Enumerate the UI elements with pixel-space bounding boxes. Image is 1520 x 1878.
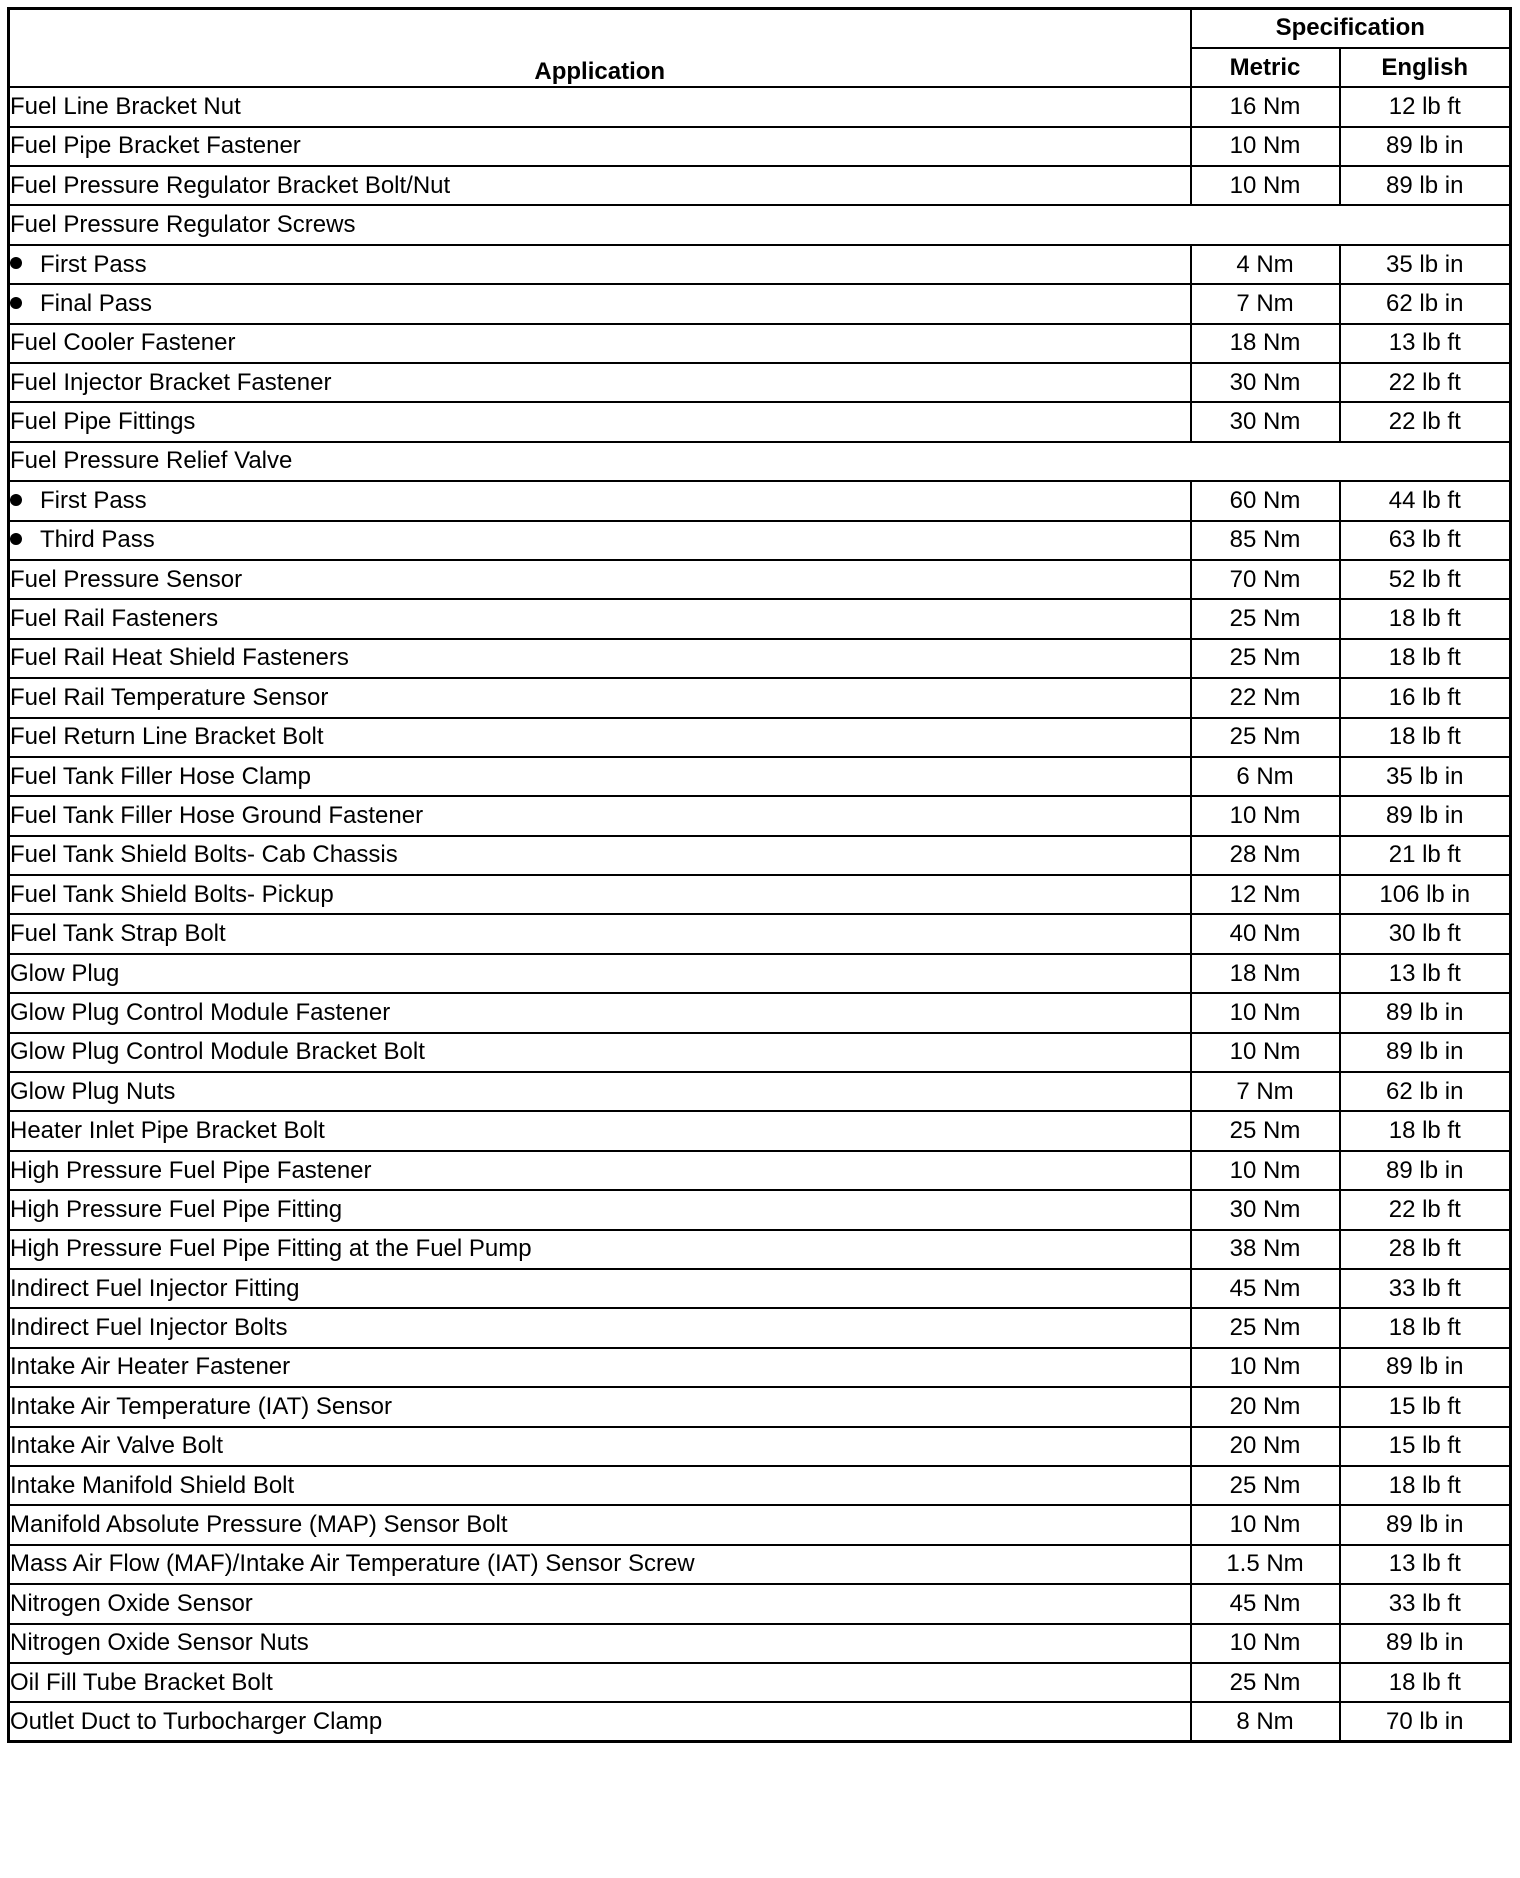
application-label: Fuel Tank Strap Bolt <box>10 920 226 948</box>
application-cell <box>9 1033 1191 1072</box>
application-cell <box>9 954 1191 993</box>
application-cell <box>9 796 1191 835</box>
english-value: 89 lb in <box>1340 1505 1511 1544</box>
metric-value: 25 Nm <box>1191 639 1340 678</box>
application-cell <box>9 1545 1191 1584</box>
application-cell <box>9 1151 1191 1190</box>
metric-value: 16 Nm <box>1191 87 1340 126</box>
table-row <box>9 1466 1511 1505</box>
metric-value: 25 Nm <box>1191 1111 1340 1150</box>
english-value: 35 lb in <box>1340 757 1511 796</box>
table-row <box>9 993 1511 1032</box>
table-row <box>9 757 1511 796</box>
table-row <box>9 796 1511 835</box>
english-value: 15 lb ft <box>1340 1387 1511 1426</box>
english-value: 89 lb in <box>1340 796 1511 835</box>
english-value: 33 lb ft <box>1340 1269 1511 1308</box>
bullet-icon <box>10 297 22 309</box>
application-label: Intake Air Temperature (IAT) Sensor <box>10 1392 392 1420</box>
application-label: Fuel Pipe Bracket Fastener <box>10 132 301 160</box>
application-label: Fuel Cooler Fastener <box>10 329 236 357</box>
table-row <box>9 718 1511 757</box>
table-row <box>9 245 1511 284</box>
metric-value: 30 Nm <box>1191 363 1340 402</box>
torque-spec-table <box>7 7 1512 1743</box>
application-cell <box>9 1072 1191 1111</box>
english-value: 89 lb in <box>1340 1033 1511 1072</box>
application-label: Fuel Pressure Regulator Bracket Bolt/Nut <box>10 171 451 199</box>
english-value: 13 lb ft <box>1340 954 1511 993</box>
english-value: 62 lb in <box>1340 1072 1511 1111</box>
table-row <box>9 1663 1511 1702</box>
application-cell <box>9 993 1191 1032</box>
english-value: 28 lb ft <box>1340 1230 1511 1269</box>
application-label: Intake Manifold Shield Bolt <box>10 1471 295 1499</box>
application-cell <box>9 1308 1191 1347</box>
metric-value: 20 Nm <box>1191 1427 1340 1466</box>
metric-value: 12 Nm <box>1191 875 1340 914</box>
metric-value: 70 Nm <box>1191 560 1340 599</box>
table-row <box>9 1427 1511 1466</box>
english-value: 15 lb ft <box>1340 1427 1511 1466</box>
table-row <box>9 324 1511 363</box>
metric-value: 25 Nm <box>1191 1663 1340 1702</box>
application-label: Mass Air Flow (MAF)/Intake Air Temperature (IAT) Sensor Screw <box>10 1550 695 1578</box>
metric-value: 30 Nm <box>1191 1190 1340 1229</box>
english-value: 30 lb ft <box>1340 914 1511 953</box>
specification-header: Specification <box>1191 9 1511 48</box>
application-cell <box>9 245 1191 284</box>
application-cell <box>9 1269 1191 1308</box>
metric-value: 7 Nm <box>1191 1072 1340 1111</box>
application-cell <box>9 1584 1191 1623</box>
metric-value: 10 Nm <box>1191 993 1340 1032</box>
table-row <box>9 1348 1511 1387</box>
table-row <box>9 599 1511 638</box>
table-row <box>9 954 1511 993</box>
table-row <box>9 1584 1511 1623</box>
application-label: Fuel Tank Filler Hose Clamp <box>10 762 311 790</box>
application-cell <box>9 1230 1191 1269</box>
metric-value: 40 Nm <box>1191 914 1340 953</box>
metric-value: 25 Nm <box>1191 599 1340 638</box>
table-row <box>9 1387 1511 1426</box>
application-label: Fuel Tank Shield Bolts- Pickup <box>10 880 334 908</box>
application-label: Fuel Pressure Regulator Screws <box>10 211 356 239</box>
table-row <box>9 1505 1511 1544</box>
english-value: 18 lb ft <box>1340 718 1511 757</box>
application-cell <box>9 481 1191 520</box>
metric-value: 10 Nm <box>1191 1348 1340 1387</box>
metric-value: 10 Nm <box>1191 166 1340 205</box>
english-value: 18 lb ft <box>1340 639 1511 678</box>
metric-value: 45 Nm <box>1191 1269 1340 1308</box>
metric-value: 4 Nm <box>1191 245 1340 284</box>
metric-value: 25 Nm <box>1191 1308 1340 1347</box>
metric-value: 18 Nm <box>1191 954 1340 993</box>
metric-value: 85 Nm <box>1191 521 1340 560</box>
application-header: Application <box>9 9 1191 88</box>
application-label: Third Pass <box>40 526 155 554</box>
english-value: 89 lb in <box>1340 127 1511 166</box>
english-value: 89 lb in <box>1340 166 1511 205</box>
application-cell <box>9 402 1191 441</box>
application-cell <box>9 87 1191 126</box>
application-label: First Pass <box>40 250 147 278</box>
application-label: High Pressure Fuel Pipe Fastener <box>10 1156 372 1184</box>
application-label: Fuel Rail Temperature Sensor <box>10 683 329 711</box>
english-value: 106 lb in <box>1340 875 1511 914</box>
english-value: 18 lb ft <box>1340 599 1511 638</box>
application-cell <box>9 757 1191 796</box>
application-cell <box>9 205 1511 244</box>
metric-value: 10 Nm <box>1191 1505 1340 1544</box>
table-group-row <box>9 205 1511 244</box>
metric-value: 1.5 Nm <box>1191 1545 1340 1584</box>
application-label: Fuel Pressure Sensor <box>10 565 243 593</box>
english-value: 13 lb ft <box>1340 324 1511 363</box>
application-cell <box>9 127 1191 166</box>
english-value: 52 lb ft <box>1340 560 1511 599</box>
application-cell <box>9 284 1191 323</box>
table-row <box>9 1033 1511 1072</box>
english-value: 22 lb ft <box>1340 1190 1511 1229</box>
metric-value: 18 Nm <box>1191 324 1340 363</box>
table-row <box>9 1072 1511 1111</box>
application-label: Heater Inlet Pipe Bracket Bolt <box>10 1117 325 1145</box>
table-row <box>9 1624 1511 1663</box>
application-cell <box>9 678 1191 717</box>
application-cell <box>9 560 1191 599</box>
english-value: 18 lb ft <box>1340 1308 1511 1347</box>
application-label: Glow Plug <box>10 959 120 987</box>
table-row <box>9 1269 1511 1308</box>
application-label: Indirect Fuel Injector Bolts <box>10 1314 288 1342</box>
application-label: Fuel Return Line Bracket Bolt <box>10 723 324 751</box>
application-label: Nitrogen Oxide Sensor Nuts <box>10 1629 309 1657</box>
table-row <box>9 363 1511 402</box>
table-row <box>9 560 1511 599</box>
english-value: 18 lb ft <box>1340 1663 1511 1702</box>
application-cell <box>9 521 1191 560</box>
english-value: 22 lb ft <box>1340 402 1511 441</box>
table-row <box>9 914 1511 953</box>
application-label: Glow Plug Nuts <box>10 1077 176 1105</box>
application-cell <box>9 324 1191 363</box>
application-label: High Pressure Fuel Pipe Fitting <box>10 1195 343 1223</box>
table-row <box>9 1545 1511 1584</box>
metric-value: 10 Nm <box>1191 127 1340 166</box>
spec-rows <box>9 87 1511 1741</box>
table-row <box>9 875 1511 914</box>
english-value: 21 lb ft <box>1340 836 1511 875</box>
english-value: 13 lb ft <box>1340 1545 1511 1584</box>
table-row <box>9 284 1511 323</box>
application-label: Fuel Pipe Fittings <box>10 408 196 436</box>
application-cell <box>9 1466 1191 1505</box>
table-row <box>9 1308 1511 1347</box>
metric-value: 10 Nm <box>1191 1151 1340 1190</box>
application-cell <box>9 1505 1191 1544</box>
english-value: 89 lb in <box>1340 1151 1511 1190</box>
english-value: 18 lb ft <box>1340 1111 1511 1150</box>
application-label: Oil Fill Tube Bracket Bolt <box>10 1668 273 1696</box>
table-row <box>9 678 1511 717</box>
application-label: Intake Air Valve Bolt <box>10 1432 223 1460</box>
application-cell <box>9 442 1511 481</box>
application-label: Glow Plug Control Module Fastener <box>10 998 391 1026</box>
application-cell <box>9 875 1191 914</box>
metric-value: 7 Nm <box>1191 284 1340 323</box>
metric-value: 38 Nm <box>1191 1230 1340 1269</box>
application-label: Indirect Fuel Injector Fitting <box>10 1274 300 1302</box>
english-value: 12 lb ft <box>1340 87 1511 126</box>
application-label: Fuel Tank Shield Bolts- Cab Chassis <box>10 841 398 869</box>
application-label: Manifold Absolute Pressure (MAP) Sensor Bolt <box>10 1511 508 1539</box>
table-row <box>9 1230 1511 1269</box>
table-row <box>9 521 1511 560</box>
application-label: First Pass <box>40 486 147 514</box>
metric-value: 10 Nm <box>1191 796 1340 835</box>
application-cell <box>9 1111 1191 1150</box>
application-cell <box>9 1663 1191 1702</box>
application-label: Fuel Rail Fasteners <box>10 605 219 633</box>
application-cell <box>9 914 1191 953</box>
english-value: 89 lb in <box>1340 1624 1511 1663</box>
application-cell <box>9 718 1191 757</box>
metric-header: Metric <box>1191 48 1340 87</box>
application-label: Nitrogen Oxide Sensor <box>10 1589 253 1617</box>
metric-value: 28 Nm <box>1191 836 1340 875</box>
english-value: 35 lb in <box>1340 245 1511 284</box>
english-value: 33 lb ft <box>1340 1584 1511 1623</box>
metric-value: 22 Nm <box>1191 678 1340 717</box>
application-cell <box>9 1190 1191 1229</box>
table-row <box>9 1702 1511 1741</box>
table-row <box>9 481 1511 520</box>
application-cell <box>9 1427 1191 1466</box>
application-label: Intake Air Heater Fastener <box>10 1353 291 1381</box>
application-cell <box>9 166 1191 205</box>
metric-value: 10 Nm <box>1191 1033 1340 1072</box>
bullet-icon <box>10 257 22 269</box>
english-value: 70 lb in <box>1340 1702 1511 1741</box>
table-row <box>9 166 1511 205</box>
table-row <box>9 1151 1511 1190</box>
english-value: 62 lb in <box>1340 284 1511 323</box>
application-cell <box>9 599 1191 638</box>
table-row <box>9 402 1511 441</box>
table-row <box>9 1190 1511 1229</box>
table-row <box>9 127 1511 166</box>
application-cell <box>9 639 1191 678</box>
metric-value: 20 Nm <box>1191 1387 1340 1426</box>
application-cell <box>9 1348 1191 1387</box>
metric-value: 30 Nm <box>1191 402 1340 441</box>
table-group-row <box>9 442 1511 481</box>
application-cell <box>9 363 1191 402</box>
bullet-icon <box>10 494 22 506</box>
metric-value: 25 Nm <box>1191 1466 1340 1505</box>
application-cell <box>9 1387 1191 1426</box>
metric-value: 60 Nm <box>1191 481 1340 520</box>
application-label: Fuel Tank Filler Hose Ground Fastener <box>10 802 424 829</box>
application-cell <box>9 1702 1191 1741</box>
bullet-icon <box>10 533 22 545</box>
metric-value: 45 Nm <box>1191 1584 1340 1623</box>
application-label: Fuel Line Bracket Nut <box>10 92 241 120</box>
english-value: 44 lb ft <box>1340 481 1511 520</box>
english-value: 22 lb ft <box>1340 363 1511 402</box>
metric-value: 25 Nm <box>1191 718 1340 757</box>
english-value: 18 lb ft <box>1340 1466 1511 1505</box>
application-label: Outlet Duct to Turbocharger Clamp <box>10 1707 383 1735</box>
english-value: 89 lb in <box>1340 993 1511 1032</box>
english-value: 16 lb ft <box>1340 678 1511 717</box>
application-label: Fuel Injector Bracket Fastener <box>10 368 332 396</box>
application-label: Glow Plug Control Module Bracket Bolt <box>10 1038 425 1066</box>
application-label: Final Pass <box>40 289 153 317</box>
table-row <box>9 1111 1511 1150</box>
application-label: Fuel Pressure Relief Valve <box>10 447 293 475</box>
english-value: 89 lb in <box>1340 1348 1511 1387</box>
table-row <box>9 639 1511 678</box>
application-label: High Pressure Fuel Pipe Fitting at the Fuel Pump <box>10 1235 532 1263</box>
application-cell <box>9 836 1191 875</box>
table-row <box>9 87 1511 126</box>
table-row <box>9 836 1511 875</box>
metric-value: 8 Nm <box>1191 1702 1340 1741</box>
metric-value: 6 Nm <box>1191 757 1340 796</box>
metric-value: 10 Nm <box>1191 1624 1340 1663</box>
english-header: English <box>1340 48 1511 87</box>
application-label: Fuel Rail Heat Shield Fasteners <box>10 644 349 672</box>
english-value: 63 lb ft <box>1340 521 1511 560</box>
application-cell <box>9 1624 1191 1663</box>
